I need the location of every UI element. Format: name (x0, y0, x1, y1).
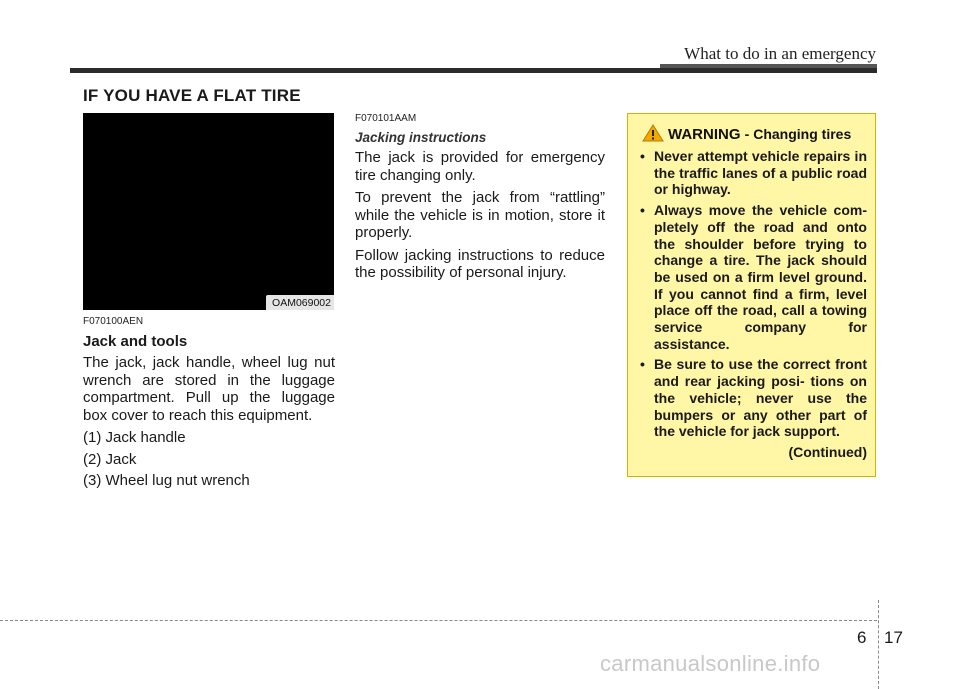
jack-tools-item: (3) Wheel lug nut wrench (83, 472, 250, 489)
chapter-number: 6 (857, 628, 867, 647)
jacking-paragraph: The jack is provided for emergency tire changing only. (355, 149, 605, 184)
photo-code-label: OAM069002 (266, 295, 334, 310)
warning-box (627, 113, 876, 477)
jacking-paragraph: To prevent the jack from “rattling” while the vehicle is in motion, store it properly. (355, 189, 605, 241)
jack-tools-section (83, 316, 335, 494)
jack-tools-code: F070100AEN (83, 316, 144, 327)
header-rule (70, 68, 877, 73)
footer-rule (0, 620, 877, 621)
footer-divider (878, 600, 879, 689)
jack-tools-item: (2) Jack (83, 450, 137, 468)
jacking-heading: Jacking instructions (355, 130, 487, 145)
jack-tools-heading: Jack and tools (83, 333, 188, 350)
jacking-instructions-section (355, 113, 605, 287)
warning-continued: (Continued) (788, 443, 867, 460)
warning-triangle-icon (642, 124, 664, 142)
jack-tools-paragraph: The jack, jack handle, wheel lug nut wrench are stored in the luggage compartment. Pull up the luggage box cover to reach this equipment. (83, 354, 335, 424)
jacking-code: F070101AAM (355, 113, 417, 124)
warning-item: • Never attempt vehicle repairs in the traffic lanes of a public road or highway. (640, 148, 867, 198)
section-header-title: What to do in an emergency (684, 44, 876, 63)
watermark: carmanualsonline.info (600, 651, 821, 676)
jack-tools-item: (1) Jack handle (83, 429, 186, 446)
jacking-paragraph: Follow jacking instructions to reduce the possibility of personal injury. (355, 246, 605, 281)
warning-header (640, 124, 867, 143)
warning-subtitle: - Changing tires (744, 126, 852, 142)
page-number: 17 (884, 628, 903, 647)
warning-item: • Be sure to use the correct front and rear jacking posi- tions on the vehicle; never use the bumpers or any other part of the vehicle for jack support. (640, 356, 867, 440)
jack-tools-photo (83, 113, 334, 310)
warning-label: WARNING (668, 126, 741, 143)
page-title: IF YOU HAVE A FLAT TIRE (83, 86, 301, 105)
warning-item: • Always move the vehicle com- pletely off the road and onto the shoulder before trying to change a tire. The jack should be used on a firm level ground. If you cannot find a firm, level place off the road, call a towing service company for assistance. (640, 202, 867, 352)
warning-list (640, 148, 867, 440)
